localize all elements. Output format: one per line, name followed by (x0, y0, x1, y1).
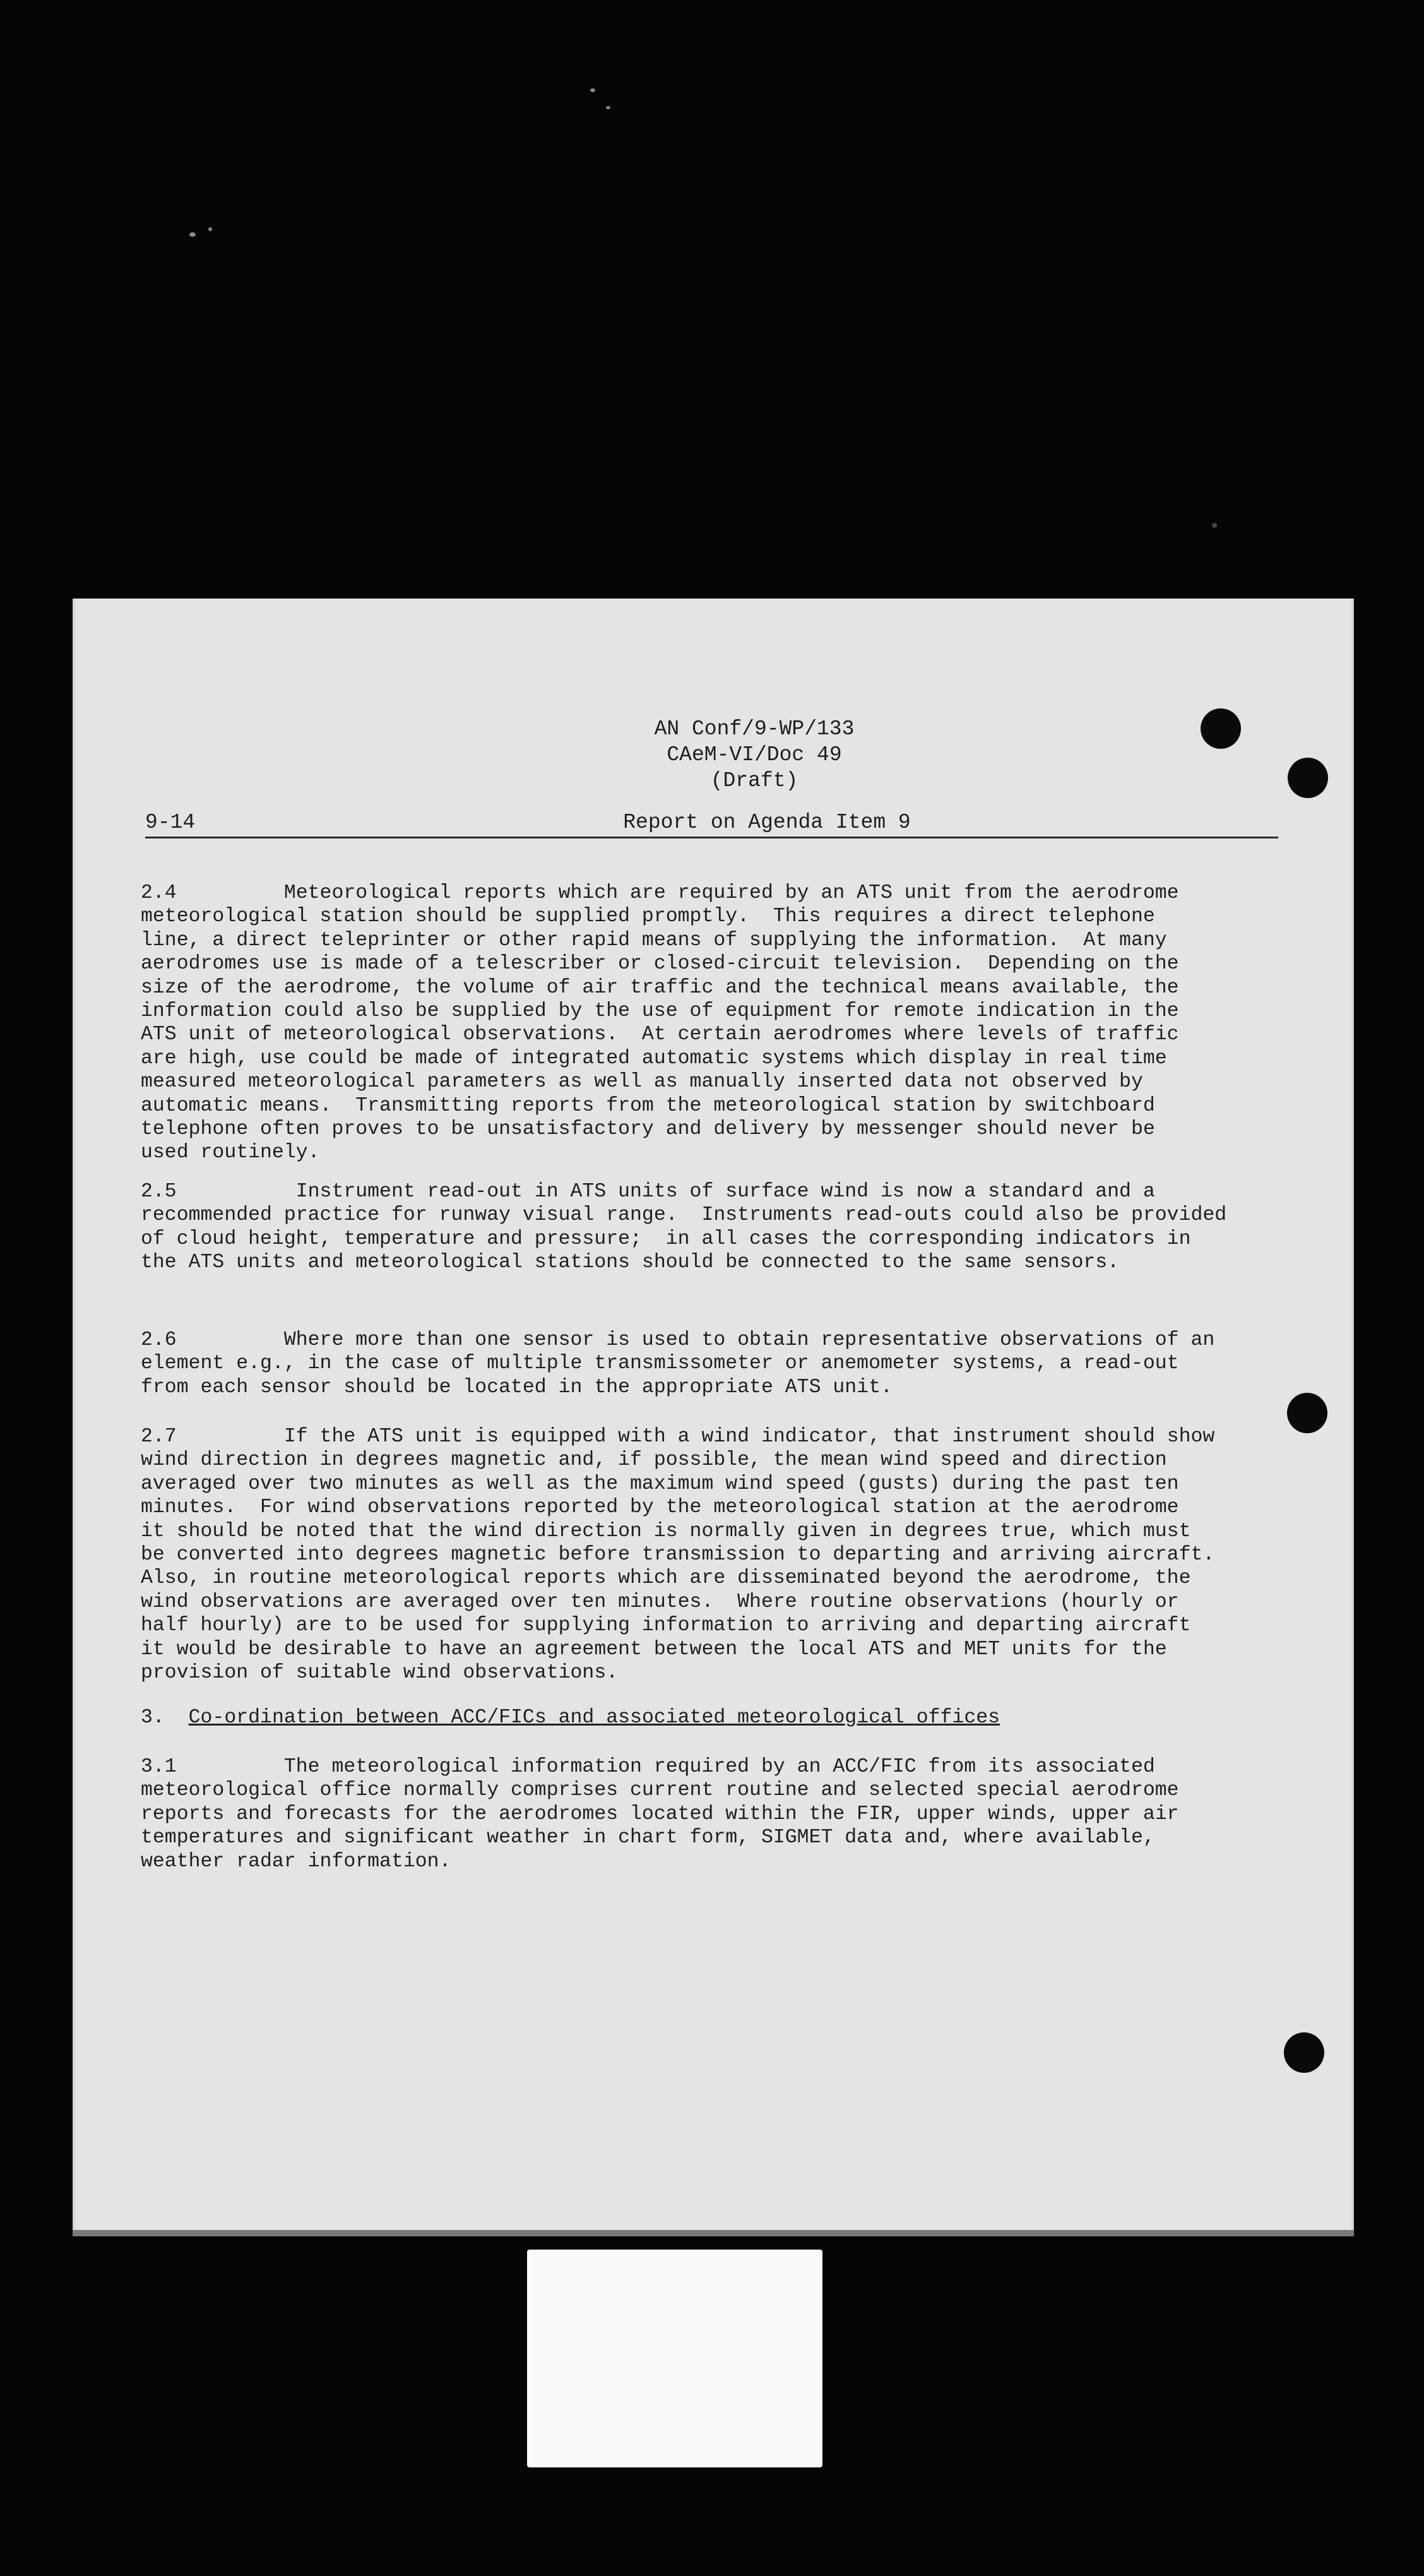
text-line: size of the aerodrome, the volume of air traffic and the technical means available, the (141, 976, 1179, 999)
section-3-heading (141, 1707, 1000, 1729)
text-line: half hourly) are to be used for supplying information to arriving and departing aircraft (141, 1614, 1191, 1637)
punch-hole (1284, 2032, 1324, 2073)
text-line: of cloud height, temperature and pressure; in all cases the corresponding indicators in (141, 1227, 1191, 1250)
text-line: from each sensor should be located in the appropriate ATS unit. (141, 1376, 893, 1398)
text-line: information could also be supplied by the use of equipment for remote indication in the (141, 1000, 1179, 1023)
reference-line: (Draft) (710, 769, 798, 792)
text-line: meteorological office normally comprises current routine and selected special aerodrome (141, 1779, 1179, 1802)
text-line: wind direction in degrees magnetic and, if possible, the mean wind speed and direction (141, 1449, 1167, 1472)
section-number: 3. (141, 1707, 165, 1729)
text-line: reports and forecasts for the aerodromes located within the FIR, upper winds, upper air (141, 1803, 1179, 1825)
text-line: weather radar information. (141, 1850, 451, 1873)
text-line: are high, use could be made of integrated automatic systems which display in real time (141, 1047, 1167, 1070)
text-line: automatic means. Transmitting reports from the meteorological station by switchboard (141, 1094, 1155, 1117)
text-line: it would be desirable to have an agreement between the local ATS and MET units for the (141, 1638, 1167, 1661)
reference-line: CAeM-VI/Doc 49 (667, 743, 842, 766)
text-line: 2.4 Meteorological reports which are required by an ATS unit from the aerodrome (141, 882, 1179, 904)
background-speck (1212, 523, 1217, 528)
paragraph-2-5 (141, 1180, 1315, 1275)
punch-hole (1201, 708, 1241, 749)
text-line: meteorological station should be supplied promptly. This requires a direct telephone (141, 905, 1155, 928)
paragraph-2-4 (141, 881, 1315, 1165)
background-speck (590, 88, 595, 92)
document-reference (578, 716, 931, 794)
text-line: minutes. For wind observations reported by the meteorological station at the aerodrome (141, 1496, 1179, 1519)
section-title: Co-ordination between ACC/FICs and associated meteorological offices (188, 1707, 1000, 1729)
page-number: 9-14 (145, 811, 196, 834)
text-line: averaged over two minutes as well as the maximum wind speed (gusts) during the past ten (141, 1472, 1179, 1495)
text-line: used routinely. (141, 1142, 320, 1164)
text-line: ATS unit of meteorological observations. At certain aerodromes where levels of traffic (141, 1023, 1179, 1046)
paragraph-3-1 (141, 1755, 1315, 1873)
text-line: recommended practice for runway visual range. Instruments read-outs could also be provided (141, 1204, 1227, 1227)
paragraph-2-6 (141, 1328, 1315, 1399)
paragraph-2-7 (141, 1425, 1315, 1685)
white-card (527, 2250, 822, 2467)
background-speck (208, 227, 212, 231)
text-line: 2.6 Where more than one sensor is used to obtain representative observations of an (141, 1329, 1215, 1351)
text-line: 2.7 If the ATS unit is equipped with a wind indicator, that instrument should show (141, 1426, 1215, 1448)
text-line: temperatures and significant weather in chart form, SIGMET data and, where available, (141, 1827, 1155, 1849)
text-line: element e.g., in the case of multiple transmissometer or anemometer systems, a read-out (141, 1352, 1179, 1375)
text-line: 2.5 Instrument read-out in ATS units of surface wind is now a standard and a (141, 1181, 1155, 1203)
page-bottom-edge (73, 2230, 1354, 2236)
running-title: Report on Agenda Item 9 (623, 811, 911, 834)
background-speck (606, 106, 610, 109)
text-line: provision of suitable wind observations. (141, 1662, 619, 1685)
punch-hole (1288, 758, 1328, 798)
document-page (73, 599, 1354, 2236)
text-line: telephone often proves to be unsatisfactory and delivery by messenger should never be (141, 1118, 1155, 1141)
background-speck (189, 232, 196, 237)
text-line: Also, in routine meteorological reports which are disseminated beyond the aerodrome, the (141, 1567, 1191, 1590)
text-line: be converted into degrees magnetic before transmission to departing and arriving aircraft. (141, 1544, 1215, 1566)
text-line: measured meteorological parameters as well as manually inserted data not observed by (141, 1071, 1143, 1094)
reference-line: AN Conf/9-WP/133 (654, 717, 855, 741)
text-line: aerodromes use is made of a telescriber or closed-circuit television. Depending on the (141, 953, 1179, 975)
text-line: it should be noted that the wind direction is normally given in degrees true, which must (141, 1520, 1191, 1542)
text-line: the ATS units and meteorological stations should be connected to the same sensors. (141, 1251, 1120, 1274)
header-rule (145, 837, 1278, 838)
text-line: wind observations are averaged over ten minutes. Where routine observations (hourly or (141, 1590, 1179, 1613)
text-line: 3.1 The meteorological information required by an ACC/FIC from its associated (141, 1756, 1155, 1778)
text-line: line, a direct teleprinter or other rapid means of supplying the information. At many (141, 929, 1167, 951)
